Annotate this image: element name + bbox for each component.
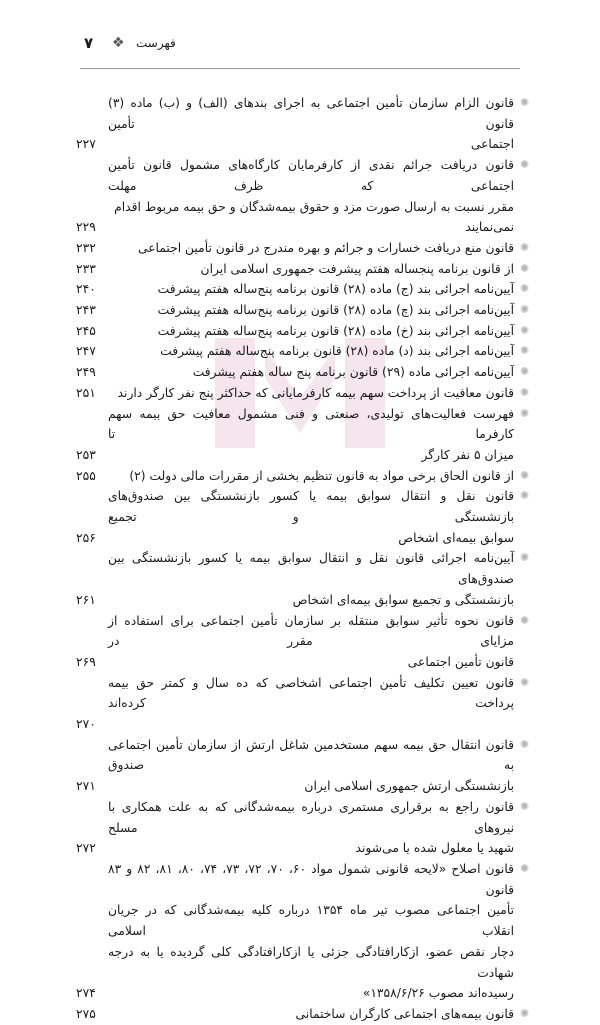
toc-entry[interactable]: [76, 300, 530, 321]
toc-entry-title: [108, 259, 530, 280]
toc-entry-title: [108, 797, 530, 859]
toc-entry[interactable]: [76, 404, 530, 466]
toc-entry-title: [108, 279, 530, 300]
toc-entry-page-number: ۲۵۶: [76, 530, 96, 545]
toc-entry-title: [108, 486, 530, 548]
toc-entry-title-line: قانون دریافت جرائم نقدی از کارفرمایان کارگاه‌های مشمول قانون تأمین اجتماعی که ظرف مهلت: [108, 158, 514, 193]
toc-entry[interactable]: [76, 548, 530, 610]
toc-entry-title-line: میزان ۵ نفر کارگر: [421, 447, 514, 462]
toc-entry-title-line: قانون تأمین اجتماعی: [407, 654, 514, 669]
bullet-icon: ✺: [520, 613, 530, 627]
toc-entry-title-line: [108, 714, 514, 735]
toc-entry-page-number: ۲۴۵: [76, 323, 96, 338]
toc-entry-page-number: ۲۳۳: [76, 261, 96, 276]
toc-entry-page-number: ۲۷۰: [76, 717, 96, 732]
toc-entry[interactable]: [76, 797, 530, 859]
toc-entry-title: [108, 300, 530, 321]
toc-entry-title-line: فهرست فعالیت‌های تولیدی، صنعتی و فنی مشمول معافیت حق بیمه سهم کارفرما تا: [108, 406, 514, 442]
bullet-icon: ✺: [520, 240, 530, 254]
toc-entry[interactable]: [76, 341, 530, 362]
toc-entry-title: [108, 238, 530, 259]
toc-entry-title-line: آیین‌نامه اجرائی بند (خ) ماده (۲۸) قانون برنامه پنج‌ساله هفتم پیشرفت: [157, 323, 514, 338]
toc-entry[interactable]: [76, 321, 530, 342]
toc-entry-title: [108, 735, 530, 797]
bullet-icon: ✺: [520, 468, 530, 482]
toc-entry-title-line: آیین‌نامه اجرائی ماده (۲۹) قانون برنامه پنج ساله هفتم پیشرفت: [192, 365, 514, 380]
bullet-icon: ✺: [520, 96, 530, 109]
bullet-icon: ✺: [520, 551, 530, 565]
toc-entry-title-line: رسیده‌اند مصوب ۱۳۵۸/۶/۲۶»: [362, 986, 514, 1001]
bullet-icon: ✺: [520, 675, 530, 689]
section-title: فهرست: [136, 36, 176, 50]
bullet-icon: ✺: [520, 365, 530, 379]
toc-entry-title-line: قانون نحوه تأثیر سوابق منتقله بر سازمان تأمین اجتماعی برای استفاده از مزایای مقرر در: [108, 613, 514, 649]
toc-entry-title-line: قانون منع دریافت خسارات و جرائم و بهره مندرج در قانون تأمین اجتماعی: [137, 240, 514, 255]
toc-entry-title-line: قانون راجع به برقراری مستمری درباره بیمه‌شدگانی که به علت همکاری با نیروهای مسلح: [108, 799, 514, 835]
toc-entry-title-line: آیین‌نامه اجرائی قانون نقل و انتقال سوابق بیمه یا کسور بازنشستگی بین صندوق‌های: [108, 551, 514, 587]
toc-entry-title: [108, 466, 530, 487]
toc-entry-title-line: قانون معافیت از پرداخت سهم بیمه کارفرمایانی که حداکثر پنج نفر کارگر دارند: [117, 385, 514, 400]
toc-entry[interactable]: [76, 611, 530, 673]
bullet-icon: ✺: [520, 261, 530, 275]
toc-entry[interactable]: [76, 93, 530, 155]
toc-entry-page-number: ۲۴۷: [76, 344, 96, 359]
toc-entry[interactable]: [76, 362, 530, 383]
toc-entry-page-number: ۲۵۱: [76, 385, 96, 400]
toc-entry-title-line: بازنشستگی و تجمیع سوابق بیمه‌ای اشخاص: [292, 592, 514, 607]
toc-entry-title: [108, 404, 530, 466]
toc-entry-page-number: ۲۷۴: [76, 986, 96, 1001]
toc-entry-title-line: از قانون الحاق برخی مواد به قانون تنظیم بخشی از مقررات مالی دولت (۲): [129, 468, 514, 483]
toc-entry-title: [108, 859, 530, 1004]
toc-entry-page-number: ۲۲۷: [76, 137, 96, 152]
toc-entry-page-number: ۲۴۹: [76, 365, 96, 380]
toc-entry[interactable]: [76, 859, 530, 1004]
toc-entry-title-line: مقرر نسبت به ارسال صورت مزد و حقوق بیمه‌شدگان و حق بیمه مربوط اقدام نمی‌نمایند: [114, 199, 514, 235]
toc-entry-page-number: ۲۳۲: [76, 240, 96, 255]
toc-entry-page-number: ۲۶۹: [76, 654, 96, 669]
toc-entry[interactable]: [76, 155, 530, 238]
toc-entry-page-number: ۲۴۰: [76, 282, 96, 297]
bullet-icon: ✺: [520, 862, 530, 875]
toc-entry[interactable]: [76, 259, 530, 280]
toc-entry-title-line: از قانون برنامه پنجساله هفتم پیشرفت جمهوری اسلامی ایران: [200, 261, 514, 276]
toc-entry-page-number: ۲۶۱: [76, 592, 96, 607]
toc-entry-title-line: دچار نقص عضو، ازکارافتادگی جزئی یا ازکارافتادگی کلی گردیده یا به درجه شهادت: [108, 944, 514, 980]
toc-entry-title-line: آیین‌نامه اجرائی بند (چ) ماده (۲۸) قانون برنامه پنج‌ساله هفتم پیشرفت: [157, 303, 514, 318]
toc-entry-title: [108, 611, 530, 673]
toc-entry-title: [108, 321, 530, 342]
bullet-icon: ✺: [520, 385, 530, 399]
header-rule: [80, 68, 520, 69]
toc-entry-title: [108, 1004, 530, 1025]
bullet-icon: ✺: [520, 158, 530, 172]
toc-entry-page-number: ۲۵۵: [76, 468, 96, 483]
table-of-contents: [76, 93, 530, 1025]
toc-entry-page-number: ۲۷۵: [76, 1006, 96, 1021]
toc-entry-title-line: قانون بیمه‌های اجتماعی کارگران ساختمانی: [295, 1006, 514, 1021]
toc-entry[interactable]: [76, 466, 530, 487]
toc-entry-title: [108, 155, 530, 238]
toc-entry[interactable]: [76, 1004, 530, 1025]
bullet-icon: ✺: [520, 1006, 530, 1020]
toc-entry-title: [108, 362, 530, 383]
toc-entry-title-line: قانون اصلاح «لایحه قانونی شمول مواد ۶۰، ۷۰، ۷۲، ۷۳، ۷۴، ۸۰، ۸۱، ۸۲ و ۸۳ قانون: [108, 862, 514, 897]
toc-entry[interactable]: [76, 673, 530, 735]
toc-entry-title-line: آیین‌نامه اجرائی بند (ج) ماده (۲۸) قانون برنامه پنج‌ساله هفتم پیشرفت: [157, 282, 514, 297]
toc-entry-page-number: ۲۲۹: [76, 220, 96, 235]
bullet-icon: ✺: [520, 406, 530, 420]
toc-entry-title-line: قانون نقل و انتقال سوابق بیمه یا کسور بازنشستگی بین صندوق‌های بازنشستگی و تجمیع: [108, 489, 514, 525]
toc-entry-page-number: ۲۴۳: [76, 303, 96, 318]
toc-entry[interactable]: [76, 735, 530, 797]
toc-entry-title: [108, 383, 530, 404]
toc-entry-title-line: آیین‌نامه اجرائی بند (د) ماده (۲۸) قانون برنامه پنج‌ساله هفتم پیشرفت: [160, 344, 514, 359]
bullet-icon: ✺: [520, 303, 530, 317]
toc-entry-title-line: شهید یا معلول شده یا می‌شوند: [355, 841, 514, 856]
bullet-icon: ✺: [520, 737, 530, 751]
toc-entry-title: [108, 93, 530, 155]
toc-entry-title-line: قانون انتقال حق بیمه سهم مستخدمین شاغل ارتش از سازمان تأمین اجتماعی به صندوق: [108, 737, 514, 773]
page-number: ۷: [84, 34, 94, 52]
toc-entry-title: [108, 673, 530, 735]
bullet-icon: ✺: [520, 799, 530, 813]
toc-entry-title-line: اجتماعی: [470, 137, 514, 152]
bullet-icon: ✺: [520, 344, 530, 358]
toc-entry-title-line: بازنشستگی ارتش جمهوری اسلامی ایران: [304, 779, 514, 794]
toc-entry-title-line: تأمین اجتماعی مصوب تیر ماه ۱۳۵۴ درباره کلیه بیمه‌شدگانی که در جریان انقلاب اسلامی: [108, 903, 514, 939]
toc-entry-title-line: سوابق بیمه‌ای اشخاص: [398, 530, 514, 545]
toc-entry-page-number: ۲۷۲: [76, 841, 96, 856]
bullet-icon: ✺: [520, 282, 530, 296]
toc-entry[interactable]: [76, 383, 530, 404]
page-header: [80, 34, 520, 58]
bullet-icon: ✺: [520, 489, 530, 503]
bullet-icon: ✺: [520, 323, 530, 337]
toc-entry-page-number: ۲۷۱: [76, 779, 96, 794]
toc-entry[interactable]: [76, 238, 530, 259]
toc-entry-page-number: ۲۵۳: [76, 447, 96, 462]
toc-entry-title-line: قانون الزام سازمان تأمین اجتماعی به اجرای بندهای (الف) و (ب) ماده (۳) قانون تأمین: [108, 96, 514, 131]
flower-diamond-icon: ❖: [112, 35, 125, 51]
toc-entry-title: [108, 341, 530, 362]
toc-entry[interactable]: [76, 486, 530, 548]
toc-entry-title: [108, 548, 530, 610]
toc-entry[interactable]: [76, 279, 530, 300]
toc-entry-title-line: قانون تعیین تکلیف تأمین اجتماعی اشخاصی که ده سال و کمتر حق بیمه پرداخت کرده‌اند: [108, 675, 514, 711]
